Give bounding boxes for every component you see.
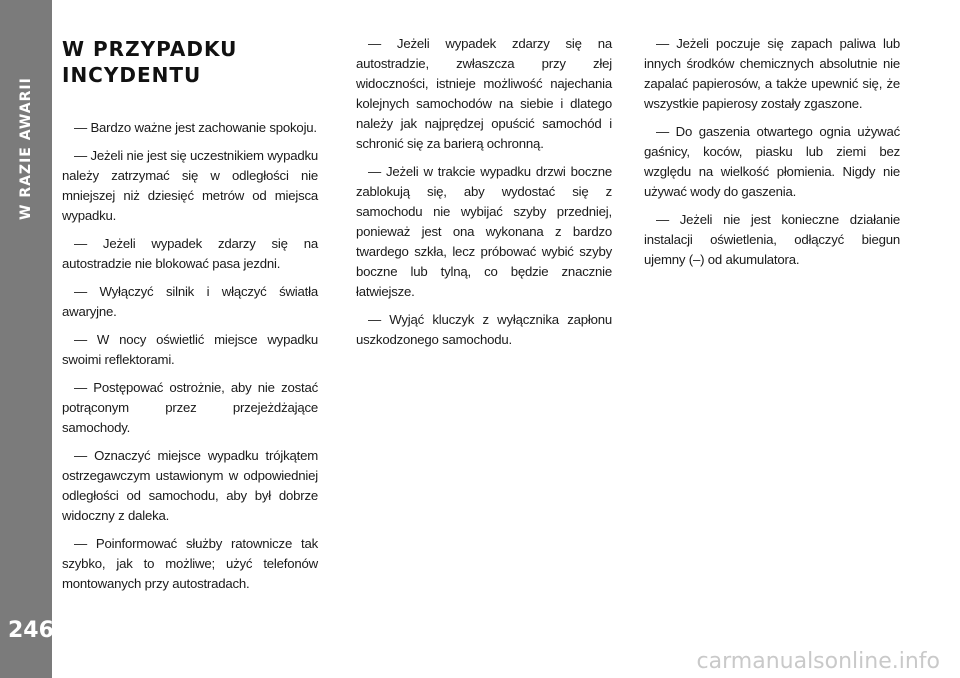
paragraph: — Wyjąć kluczyk z wyłącznika zapłonu uszkodzonego samochodu. (356, 312, 612, 347)
paragraph: — Do gaszenia otwartego ognia używać gaśnicy, koców, piasku lub ziemi bez względu na wielkość płomienia. Nigdy nie używać wody do gaszenia. (644, 124, 900, 199)
section-title: W RAZIE AWARII (18, 77, 34, 220)
paragraph: — Jeżeli wypadek zdarzy się na autostradzie, zwłaszcza przy złej widoczności, istnieje możliwość najechania kolejnych samochodów na siebie i dlatego należy jak najprędzej opuścić samochód i schronić się za barierą ochronną. (356, 36, 612, 151)
column-2 (356, 34, 612, 358)
paragraph: — Poinformować służby ratownicze tak szybko, jak to możliwe; użyć telefonów montowanych przy autostradach. (62, 536, 318, 591)
paragraph: — Wyłączyć silnik i włączyć światła awaryjne. (62, 284, 318, 319)
paragraph: — Bardzo ważne jest zachowanie spokoju. (74, 120, 317, 135)
heading-line-1: W PRZYPADKU (62, 37, 238, 61)
column-3 (644, 34, 900, 278)
paragraph: — Oznaczyć miejsce wypadku trójkątem ostrzegawczym ustawionym w odpowiedniej odległości od samochodu, aby był dobrze widoczny z daleka. (62, 448, 318, 523)
paragraph: — Jeżeli wypadek zdarzy się na autostradzie nie blokować pasa jezdni. (62, 236, 318, 271)
paragraph: — Jeżeli nie jest się uczestnikiem wypadku należy zatrzymać się w odległości nie mniejszej niż dziesięć metrów od miejsca wypadku. (62, 148, 318, 223)
paragraph: — W nocy oświetlić miejsce wypadku swoimi reflektorami. (62, 332, 318, 367)
column-1 (62, 34, 318, 602)
paragraph: — Jeżeli nie jest konieczne działanie instalacji oświetlenia, odłączyć biegun ujemny (–) od akumulatora. (644, 212, 900, 267)
heading-line-2: INCYDENTU (62, 63, 202, 87)
paragraph: — Jeżeli w trakcie wypadku drzwi boczne zablokują się, aby wydostać się z samochodu nie wybijać szyby przedniej, ponieważ jest ona wykonana z bardzo twardego szkła, lecz próbować wybić szyby boczne lub tylną, co będzie znacznie łatwiejsze. (356, 164, 612, 299)
page-heading (62, 36, 318, 88)
section-sidebar (0, 0, 52, 678)
watermark: carmanualsonline.info (696, 649, 940, 674)
paragraph: — Postępować ostrożnie, aby nie zostać potrąconym przez przejeżdżające samochody. (62, 380, 318, 435)
paragraph: — Jeżeli poczuje się zapach paliwa lub innych środków chemicznych absolutnie nie zapalać papierosów, a także upewnić się, że wszystkie papierosy zostały zgaszone. (644, 36, 900, 111)
page-number: 246 (8, 618, 54, 643)
